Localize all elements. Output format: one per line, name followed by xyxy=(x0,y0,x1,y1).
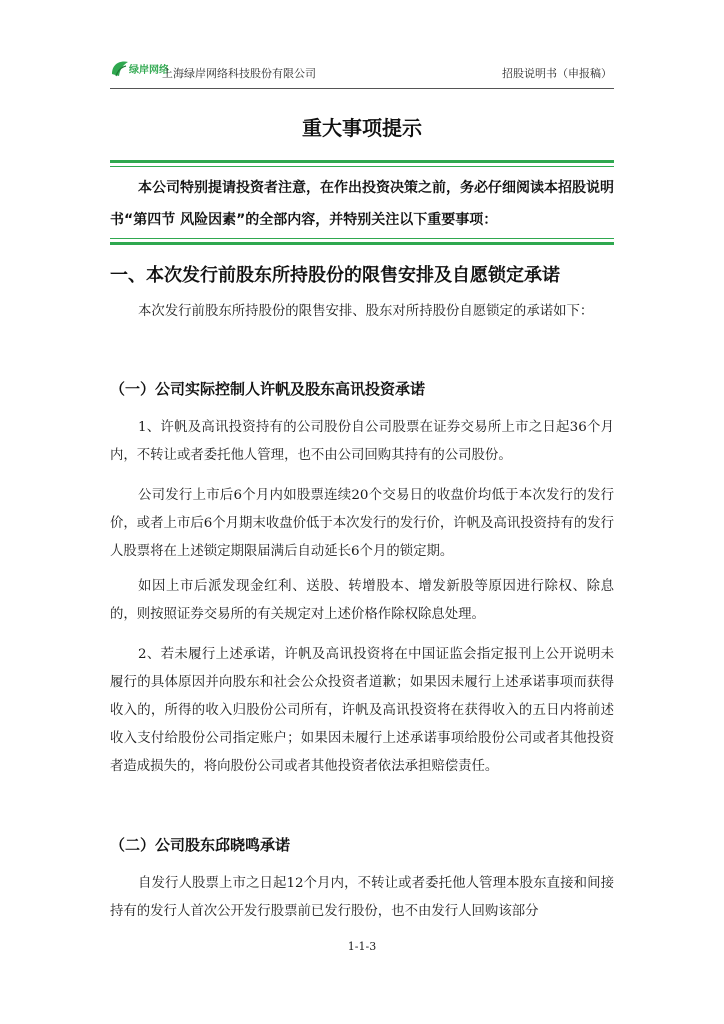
divider-top-thick xyxy=(110,160,614,163)
logo-text: 绿岸网络 xyxy=(129,65,169,76)
divider-bottom-thick xyxy=(110,242,614,245)
section1-intro: 本次发行前股东所持股份的限售安排、股东对所持股份自愿锁定的承诺如下： xyxy=(138,304,594,319)
subsection-heading-2: （二）公司股东邱晓鸣承诺 xyxy=(110,836,291,854)
page-title: 重大事项提示 xyxy=(302,116,422,140)
sub1-paragraph-2: 公司发行上市后6个月内如股票连续20个交易日的收盘价均低于本次发行的发行价，或者上市后6个月期末收盘价低于本次发行的发行价，许帆及高讯投资持有的发行人股票将在上述锁定期限届满后自动延长6个月的锁定期。 xyxy=(110,488,614,559)
sub1-paragraph-3: 如因上市后派发现金红利、送股、转增股本、增发新股等原因进行除权、除息的，则按照证券交易所的有关规定对上述价格作除权除息处理。 xyxy=(110,579,614,622)
section-heading-1: 一、本次发行前股东所持股份的限售安排及自愿锁定承诺 xyxy=(110,265,560,286)
notice-text: 本公司特别提请投资者注意，在作出投资决策之前，务必仔细阅读本招股说明书“第四节 风险因素”的全部内容，并特别关注以下重要事项： xyxy=(110,180,614,228)
page-header xyxy=(110,52,614,89)
subsection-heading-1: （一）公司实际控制人许帆及股东高讯投资承诺 xyxy=(110,380,426,398)
sub1-paragraph-4: 2、若未履行上述承诺，许帆及高讯投资将在中国证监会指定报刊上公开说明未履行的具体原因并向股东和社会公众投资者道歉；如果因未履行上述承诺事项而获得收入的，所得的收入归股份公司所有，许帆及高讯投资将在获得收入的五日内将前述收入支付给股份公司指定账户；如果因未履行上述承诺事项给股份公司或者其他投资者造成损失的，将向股份公司或者其他投资者依法承担赔偿责任。 xyxy=(110,647,614,774)
header-doc-type: 招股说明书（申报稿） xyxy=(502,67,612,80)
header-company: 上海绿岸网络科技股份有限公司 xyxy=(162,67,316,80)
divider-bottom-thin xyxy=(110,238,614,239)
company-logo xyxy=(110,58,169,80)
sub2-paragraph-1: 自发行人股票上市之日起12个月内，不转让或者委托他人管理本股东直接和间接持有的发行人首次公开发行股票前已发行股份，也不由发行人回购该部分 xyxy=(110,876,614,919)
sub1-paragraph-1: 1、许帆及高讯投资持有的公司股份自公司股票在证券交易所上市之日起36个月内，不转让或者委托他人管理，也不由公司回购其持有的公司股份。 xyxy=(110,420,614,463)
page-number: 1-1-3 xyxy=(347,940,377,953)
divider-top-thin xyxy=(110,166,614,167)
